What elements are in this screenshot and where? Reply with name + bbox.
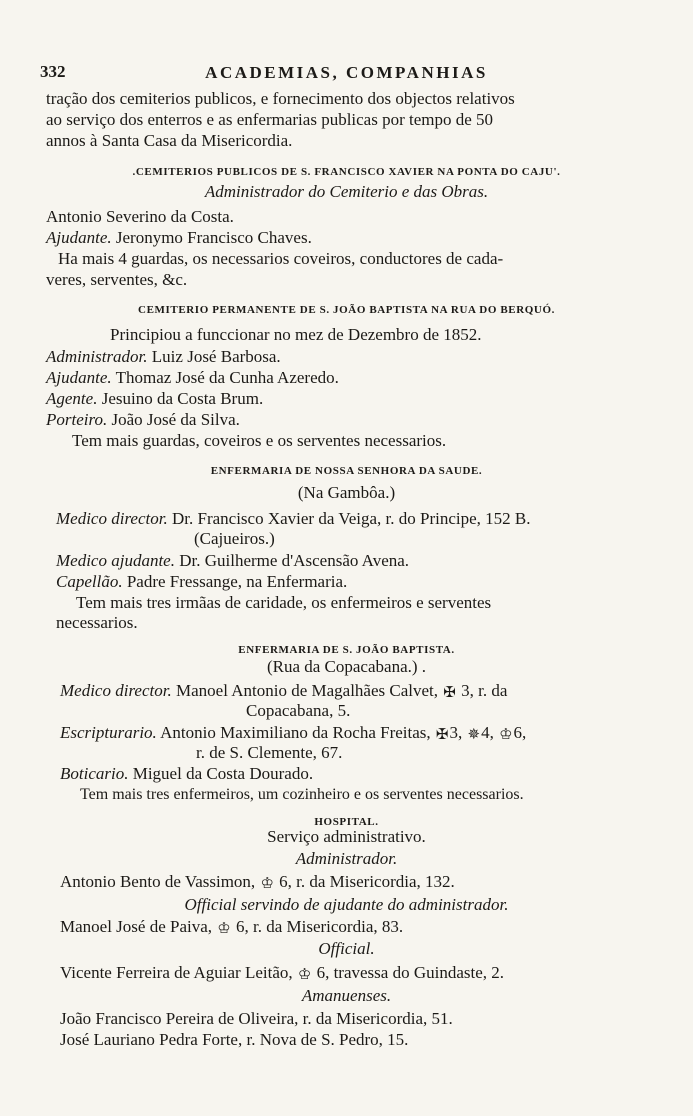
order-number: 6, (513, 723, 527, 742)
running-header: ACADEMIAS, COMPANHIAS (205, 63, 488, 82)
berquo-started: Principiou a funccionar no mez de Dezembro de 1852. (110, 325, 482, 344)
section-heading-sjb: ENFERMARIA DE S. JOÃO BAPTISTA. (238, 644, 455, 656)
role-label: Capellão. (56, 572, 123, 591)
caju-ajudante (46, 227, 693, 248)
saude-medico-director (56, 508, 693, 529)
berquo-admin (46, 346, 693, 367)
role-label: Ajudante. (46, 228, 112, 247)
saude-note-1: Tem mais tres irmãas de caridade, os enfermeiros e serventes (76, 593, 492, 612)
order-number: 4, (481, 723, 494, 742)
berquo-agente (46, 388, 693, 409)
hospital-amanuense-1: João Francisco Pereira de Oliveira, r. da Misericordia, 51. (60, 1009, 453, 1028)
section-heading-saude: ENFERMARIA DE NOSSA SENHORA DA SAUDE. (210, 465, 483, 477)
section-heading-caju: .CEMITERIOS PUBLICOS DE S. FRANCISCO XAVIER NA PONTA DO CAJU'. (132, 166, 561, 178)
section-heading-berquo: CEMITERIO PERMANENTE DE S. JOÃO BAPTISTA NA RUA DO BERQUÓ. (138, 304, 555, 316)
address: 3, r. da (461, 681, 508, 700)
hospital-amanuense-2: José Lauriano Pedra Forte, r. Nova de S. Pedro, 15. (60, 1030, 409, 1049)
saude-medico-ajudante (56, 550, 693, 571)
person-name: Jesuino da Costa Brum. (97, 389, 264, 408)
caju-note-1: Ha mais 4 guardas, os necessarios coveiros, conductores de cada- (58, 249, 504, 268)
sjb-note: Tem mais tres enfermeiros, um cozinheiro e os serventes necessarios. (80, 786, 524, 803)
berquo-ajudante (46, 367, 693, 388)
address: 6, r. da Misericordia, 83. (235, 917, 404, 936)
role-label: Boticario. (60, 764, 129, 783)
berquo-note: Tem mais guardas, coveiros e os serventes necessarios. (72, 431, 447, 450)
caju-note-2: veres, serventes, &c. (46, 270, 188, 289)
intro-line-3: annos à Santa Casa da Misericordia. (46, 131, 293, 150)
hospital-admin (60, 871, 693, 895)
saude-capellao (56, 571, 693, 592)
role-label: Medico director. (60, 681, 172, 700)
person-name: Jeronymo Francisco Chaves. (111, 228, 312, 247)
order-cross-icon: ✠ (443, 685, 456, 701)
saude-note-2: necessarios. (56, 613, 138, 632)
sjb-boticario (60, 763, 693, 784)
person-name: Dr. Francisco Xavier da Veiga, r. do Principe, 152 B. (167, 509, 531, 528)
hospital-amanuenses-title: Amanuenses. (301, 986, 392, 1005)
person-name: João José da Silva. (107, 410, 240, 429)
intro-line-2: ao serviço dos enterros e as enfermarias publicas por tempo de 50 (46, 110, 494, 129)
order-cross-icon: ✠ (435, 727, 449, 743)
hospital-official-title: Official. (318, 939, 375, 958)
person-name: Thomaz José da Cunha Azeredo. (111, 368, 339, 387)
sjb-medico-director-cont: Copacabana, 5. (246, 701, 351, 720)
person-name: Manoel Antonio de Magalhães Calvet, (171, 681, 439, 700)
sjb-location: (Rua da Copacabana.) . (266, 657, 427, 676)
person-name: Dr. Guilherme d'Ascensão Avena. (174, 551, 410, 570)
role-label: Administrador. (46, 347, 148, 366)
hospital-official (60, 962, 693, 986)
caju-subheading: Administrador do Cemiterio e das Obras. (204, 182, 489, 201)
intro-line-1: tração dos cemiterios publicos, e fornecimento dos objectos relativos (46, 89, 515, 108)
role-label: Agente. (46, 389, 98, 408)
caju-admin: Antonio Severino da Costa. (46, 207, 234, 226)
saude-medico-director-cont: (Cajueiros.) (194, 529, 275, 548)
person-name: Padre Fressange, na Enfermaria. (122, 572, 348, 591)
address: 6, travessa do Guindaste, 2. (316, 963, 505, 982)
order-crown-icon: ♔ (297, 967, 312, 983)
role-label: Porteiro. (46, 410, 108, 429)
person-name: Antonio Bento de Vassimon, (60, 872, 256, 891)
hospital-service: Serviço administrativo. (267, 827, 426, 846)
person-name: Luiz José Barbosa. (147, 347, 281, 366)
hospital-adjunct (60, 916, 693, 940)
order-number: 3, (449, 723, 463, 742)
role-label: Escripturario. (60, 723, 157, 742)
order-crown-icon: ♔ (260, 876, 274, 892)
page-number: 332 (40, 62, 66, 81)
order-star-icon: ✵ (467, 727, 481, 743)
person-name: Antonio Maximiliano da Rocha Freitas, (156, 723, 431, 742)
person-name: Manoel José de Paiva, (60, 917, 213, 936)
role-label: Ajudante. (46, 368, 112, 387)
role-label: Medico ajudante. (56, 551, 175, 570)
hospital-official-adj-title: Official servindo de ajudante do administrador. (184, 895, 509, 914)
person-name: Miguel da Costa Dourado. (128, 764, 314, 783)
berquo-porteiro (46, 409, 693, 430)
address: 6, r. da Misericordia, 132. (279, 872, 455, 891)
sjb-escripturario-cont: r. de S. Clemente, 67. (196, 743, 343, 762)
saude-location: (Na Gambôa.) (297, 483, 396, 502)
hospital-admin-title: Administrador. (295, 849, 398, 868)
order-crown-icon: ♔ (499, 727, 513, 743)
role-label: Medico director. (56, 509, 168, 528)
person-name: Vicente Ferreira de Aguiar Leitão, (60, 963, 293, 982)
order-crown-icon: ♔ (217, 921, 231, 937)
section-heading-hospital: HOSPITAL. (314, 816, 379, 828)
